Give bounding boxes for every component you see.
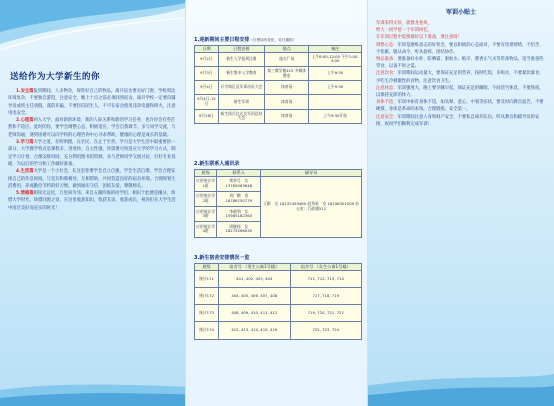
intro-line: 军训来得太快，就像龙卷风， [376, 21, 432, 26]
table-row: 应用统计学1班 黎华号 女 13765063648 王颖 女 18132459480 赵秀英 女 18198301009 办公室：行政楼512 [195, 176, 362, 191]
table-header-row: 班级 联系人 辅导员 [195, 170, 362, 177]
middle-panel [185, 0, 368, 406]
left-panel [0, 0, 185, 406]
table-row: 9月3日 新生集中入学教育 第三教学楼415 多媒体教室 上午9:30 [195, 66, 362, 80]
tip-mindset: 调整心态：军训是磨炼意志的好机会，要以积极的心态面对，不要有畏难情绪，不怕苦、不怕累，服从命令，听从指挥，团结协作。 [376, 42, 544, 55]
tip-rest: 注意休息：军训强度大，晚上要早睡早起，保证充足的睡眠，午间适当休息，不要熬夜，以保持充沛的体力。 [376, 85, 544, 99]
table-row: 应用统计学3班 李晓利 女 15985182364 [195, 207, 362, 222]
left-title: 送给作为大学新生的你 [10, 72, 101, 82]
table-row: 统计172 404, 405, 406, 407, 408 717, 718, 719 [195, 287, 362, 304]
table-row: 应用统计学4班 周继杨 女 18275266030 [195, 222, 362, 237]
para-study: 3.学习篇大学之道，在明明德，在亲民，在止于至善。学习是大学生活中最重要的一部分，大学教学特点是课程多、进度快、自主性强，你需要尽快适应大学的学习方式，制定学习计划，合理安排时间，充分利用图书馆资源，多与老师同学交流讨论，打好专业基础，为以后的学习和工作做好准备。 [8, 140, 176, 167]
table-row: 9月2日 新生入学报到注册 逸夫广场 上午8:00-12:00 下午1:00-4:00 [195, 52, 362, 66]
contacts-title: 2.新生联系人通讯录 [194, 161, 240, 167]
tip-discomfort: 身体不适：军训中如有身体不适，如头晕、恶心、中暑等症状，要及时向教官报告，不要硬撑，身体是革命的本钱，合理锻炼，安全第一。 [376, 100, 544, 113]
para-life: 4.生活篇大学是一个小社会，在这里你要学会自立自强，学会生活自理，学会合理安排自己的作息时间。与室友和睦相处，互相帮助，共同营造良好的宿舍环境。合理规划生活费用，养成勤俭节约的好习惯，做到诚实守信，团结友爱，尊敬师长。 [8, 169, 176, 189]
table-row: 应用统计学2班 刘广鹏 男 18786750779 [195, 191, 362, 206]
right-panel [368, 0, 554, 406]
schedule-section [194, 36, 362, 124]
contacts-table [194, 169, 362, 238]
table-row: 9月16日 新生阅兵仪式及军训总结大会 体育场 上午9:30开始 [195, 109, 362, 123]
tip-supplies: 物品准备：要准备好水杯、防晒霜、驱蚊水、纸巾、藿香正气水等常备物品，适当准备些零食，以备不时之需。 [376, 57, 544, 70]
table-header-row: 班级 宿舍号 （男生公寓1号楼） 宿舍号 （女生公寓1号楼） [195, 264, 362, 271]
table-row: 9月4日-15日 新生军训 体育场 [195, 95, 362, 109]
table-row: 统计174 412, 413, 414, 415, 416 722, 723, 724 [195, 322, 362, 339]
table-row: 统计173 408, 409, 410, 411, 412 719, 720, 721, 722 [195, 305, 362, 322]
para-emotion: 5.情感篇相知无远近，万里尚为邻。来自五湖四海的同学们，相识于此便是缘分，珍惜大学时光，珍惜同窗之谊，在这里收获知识，收获友谊，收获成长，祝你们在大学生活中度过美好而充实的时光！ [8, 191, 176, 211]
para-safety: 1.安全篇报到期间，人多物杂，保管好自己的物品，离开宿舍要关好门窗，学校周边环境复杂，不要独自游逛，注意安全，晚上十点之前必须回到宿舍。离开学校一定要向辅导员或班主任请假，谨防诈骗，不要轻信陌生人，不可在宿舍使用违章电器和明火，注意用电安全。 [8, 89, 176, 116]
para-psychology: 2.心理篇初入大学，面对新的环境、新的人际关系和新的学习任务，也许你会有些茫然和不适应。此时的你，要学会调整心态，积极适应，学会自我调节。多与同学交流，与老师沟通，遇到困难可以向学校的心理咨询中心寻求帮助，健康的心理是成长的基础。 [8, 118, 176, 138]
tip-safety: 注意安全：军训期间注意人身和财产安全，不要私自离开队伍，听从教官和辅导员的安排，祝同学们顺利完成军训！ [376, 114, 540, 127]
table-header-row: 日期 日程安排 地点 备注 [195, 46, 362, 53]
contacts-section [194, 160, 362, 238]
counselor-cell: 王颖 女 18132459480 赵秀英 女 18198301009 办公室：行政楼512 [261, 176, 362, 237]
dorm-title: 3.新生宿舍安排情况一览 [194, 255, 250, 261]
schedule-title: 1.迎新期间主要日程安排（日程如有变化，另行通知） [194, 37, 297, 43]
dorm-table [194, 263, 362, 340]
intro-line: 在军训过程中需要做好以下准备，要注意呀！ [376, 35, 462, 41]
right-title: 军训小贴士 [445, 9, 476, 16]
table-row: 9月4日 开学典礼及军训动员大会 体育场 上午9:30 [195, 81, 362, 95]
dorm-section [194, 254, 362, 340]
right-body [376, 20, 546, 128]
table-row: 统计171 401, 402, 403, 404 711, 712, 713, 714 [195, 270, 362, 287]
intro-line: 给大一同学留一个军训回忆。 [376, 28, 432, 34]
schedule-table [194, 45, 362, 124]
left-body [8, 88, 178, 212]
tip-diet: 注意饮食：军训期间运动量大，要保证充足的营养，按时吃饭，多喝水，不要暴饮暴食，少吃生冷刺激性的食物，注意饮食卫生。 [376, 71, 544, 84]
